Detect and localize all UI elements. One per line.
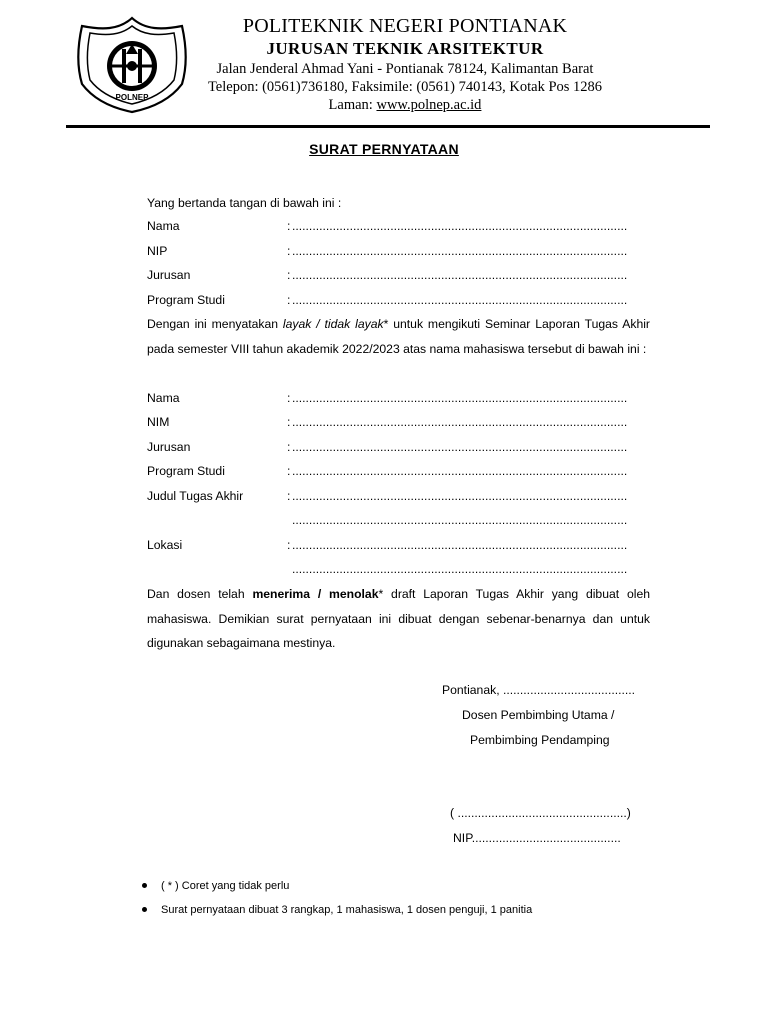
closing-paragraph: Dan dosen telah menerima / menolak* draft Laporan Tugas Akhir yang dibuat oleh mahasiswa. Demikian surat pernyataan ini dibuat dengan sebenar-benarnya dan untuk digunakan sebagaimana mestinya. [147, 587, 651, 650]
note-item: ( * ) Coret yang tidak perlu [142, 880, 289, 892]
field-colon: : [287, 219, 291, 233]
field-label: NIM [147, 415, 170, 429]
letterhead [185, 14, 625, 114]
field-blank[interactable]: ................................................................................................... [292, 464, 628, 478]
field-colon: : [287, 244, 291, 258]
field-colon: : [287, 268, 291, 282]
polnep-logo [70, 14, 194, 114]
header-divider [66, 125, 710, 128]
field-label: NIP [147, 244, 168, 258]
address: Jalan Jenderal Ahmad Yani - Pontianak 78124, Kalimantan Barat [216, 61, 594, 77]
bullet-icon [142, 907, 147, 912]
field-label: Program Studi [147, 293, 225, 307]
field-colon: : [287, 293, 291, 307]
field-blank[interactable]: ................................................................................................... [292, 562, 628, 576]
field-blank[interactable]: ................................................................................................... [292, 538, 628, 552]
field-blank[interactable]: ................................................................................................... [292, 268, 628, 282]
note-item: Surat pernyataan dibuat 3 rangkap, 1 mahasiswa, 1 dosen penguji, 1 panitia [142, 904, 532, 916]
field-blank[interactable]: ................................................................................................... [292, 489, 628, 503]
field-blank[interactable]: ................................................................................................... [292, 513, 628, 527]
field-blank[interactable]: ................................................................................................... [292, 391, 628, 405]
field-colon: : [287, 415, 291, 429]
acceptance-choice: menerima / menolak [252, 587, 379, 601]
website-line: Laman: www.polnep.ac.id [328, 97, 482, 113]
field-label: Nama [147, 391, 180, 405]
field-blank[interactable]: ................................................................................................... [292, 244, 628, 258]
field-label: Nama [147, 219, 180, 233]
place-date: Pontianak, ....................................... [442, 683, 636, 697]
field-colon: : [287, 538, 291, 552]
statement-paragraph: Dengan ini menyatakan layak / tidak layak* untuk mengikuti Seminar Laporan Tugas Akhir pada semester VIII tahun akademik 2022/2023 atas nama mahasiswa tersebut di bawah ini : [147, 317, 650, 356]
field-blank[interactable]: ................................................................................................... [292, 415, 628, 429]
field-label: Jurusan [147, 268, 191, 282]
field-colon: : [287, 391, 291, 405]
signer-role-1: Dosen Pembimbing Utama / [462, 708, 615, 722]
website-link[interactable]: www.polnep.ac.id [376, 97, 482, 113]
logo-caption: POLNEP [115, 93, 149, 102]
field-blank[interactable]: ................................................................................................... [292, 219, 628, 233]
intro-text: Yang bertanda tangan di bawah ini : [147, 196, 342, 210]
field-colon: : [287, 440, 291, 454]
phone-line: Telepon: (0561)736180, Faksimile: (0561) 740143, Kotak Pos 1286 [207, 79, 603, 95]
institution-name: POLITEKNIK NEGERI PONTIANAK [242, 15, 568, 37]
document-title: SURAT PERNYATAAN [309, 141, 459, 157]
field-label: Jurusan [147, 440, 191, 454]
field-colon: : [287, 464, 291, 478]
field-colon: : [287, 489, 291, 503]
eligibility-choice: layak / tidak layak [282, 317, 384, 331]
field-label: Lokasi [147, 538, 183, 552]
department-name: JURUSAN TEKNIK ARSITEKTUR [266, 39, 544, 58]
field-blank[interactable]: ................................................................................................... [292, 293, 628, 307]
bullet-icon [142, 883, 147, 888]
signer-name-blank: ( ..................................................) [450, 806, 631, 820]
field-label: Program Studi [147, 464, 225, 478]
field-blank[interactable]: ................................................................................................... [292, 440, 628, 454]
signer-role-2: Pembimbing Pendamping [470, 733, 610, 747]
field-label: Judul Tugas Akhir [147, 489, 244, 503]
signer-nip-blank: NIP............................................ [453, 831, 621, 845]
